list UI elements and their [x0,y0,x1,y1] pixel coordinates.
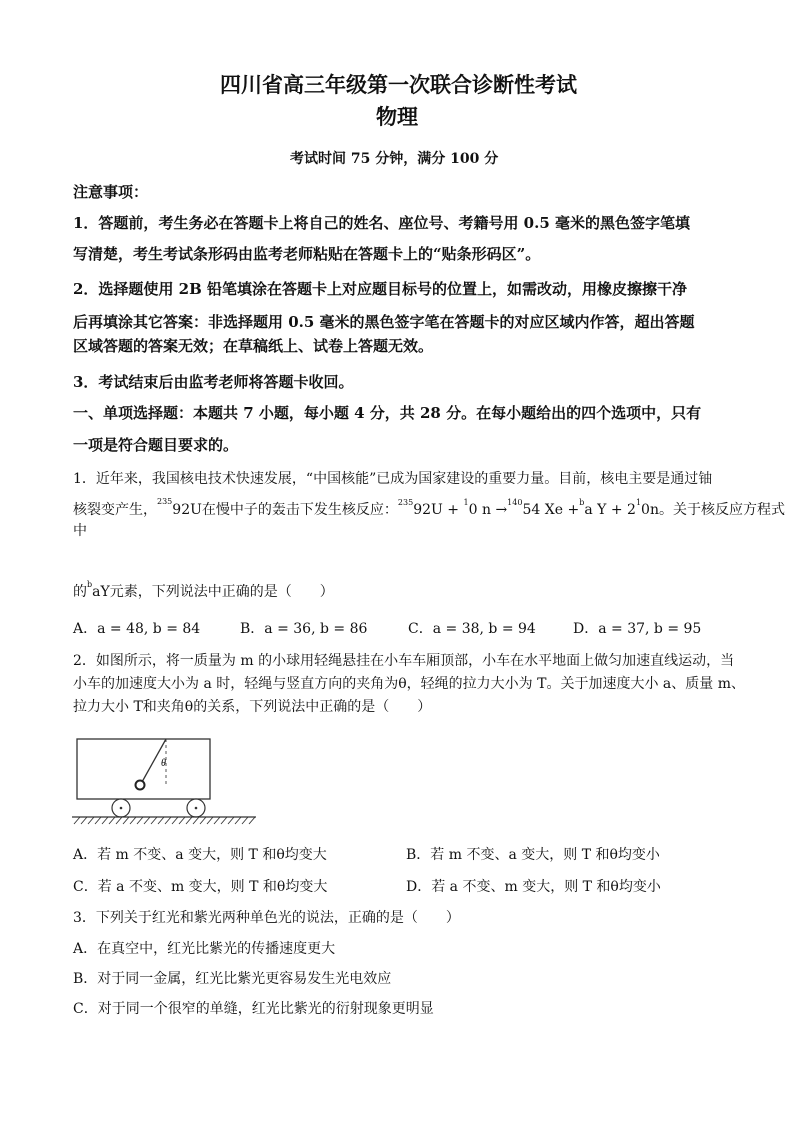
q2-option-a: A．若 m 不变、a 变大，则 T 和θ均变大 [73,847,327,863]
note-3: 3．考试结束后由监考老师将答题卡收回。 [73,373,354,391]
note-2-line-1: 2．选择题使用 2B 铅笔填涂在答题卡上对应题目标号的位置上，如需改动，用橡皮擦擦干净 [73,280,688,298]
q2-line-3: 拉力大小 T和夹角θ的关系，下列说法中正确的是（ ） [73,699,432,715]
q3-line-1: 3．下列关于红光和紫光两种单色光的说法，正确的是（ ） [73,910,460,926]
exam-info: 考试时间 75 分钟，满分 100 分 [290,151,499,167]
note-2-line-2: 后再填涂其它答案：非选择题用 0.5 毫米的黑色签字笔在答题卡的对应区域内作答，超出答题 [73,313,695,331]
q1-line-1: 1．近年来，我国核电技术快速发展，“中国核能”已成为国家建设的重要力量。目前，核电主要是通过铀 [73,471,713,487]
q2-option-c: C．若 a 不变、m 变大，则 T 和θ均变大 [73,879,328,895]
ball [136,781,145,790]
q1-line-2: 核裂变产生，$^{235}$92U在慢中子的轰击下发生核反应：$^{235}$92U + $^1$0 n →$^{140}$54 Xe +$^b$a $Y + 2^10n$。关于核反应方程式 [73,497,785,518]
q1-line-4: 的$^b$aY元素，下列说法中正确的是（ ） [73,580,334,600]
q1-option-b: B．a = 36, b = 86 [240,621,368,637]
q2-option-d: D．若 a 不变、m 变大，则 T 和θ均变小 [406,879,661,895]
nuclear-equation: $^{235}$92U + $^1$0 n →$^{140}$54 Xe +$^b$a $Y + 2^10n$ [397,498,659,518]
section-1-line-1: 一、单项选择题：本题共 7 小题，每小题 4 分，共 28 分。在每小题给出的四个选项中，只有 [73,404,702,422]
q2-option-b: B．若 m 不变、a 变大，则 T 和θ均变小 [406,847,660,863]
q3-option-a: A．在真空中，红光比紫光的传播速度更大 [73,941,336,957]
q3-option-b: B．对于同一金属，红光比紫光更容易发生光电效应 [73,971,392,987]
cart-pendulum-figure [70,732,260,828]
subject-title: 物理 [376,104,418,129]
q1-line-3: 中 [73,523,87,539]
theta-label: θ [161,758,166,769]
note-1-line-1: 1．答题前，考生务必在答题卡上将自己的姓名、座位号、考籍号用 0.5 毫米的黑色签字笔填 [73,214,690,232]
note-1-line-2: 写清楚，考生考试条形码由监考老师粘贴在答题卡上的“贴条形码区”。 [73,245,541,263]
note-2-line-3: 区域答题的答案无效；在草稿纸上、试卷上答题无效。 [73,337,434,355]
q1-option-d: D．a = 37, b = 95 [573,621,702,637]
ground-hatching [74,817,255,824]
q2-line-1: 2．如图所示，将一质量为 m 的小球用轻绳悬挂在小车车厢顶部，小车在水平地面上做匀加速直线运动，当 [73,653,735,669]
cart-body [77,739,210,799]
q1-option-a: A．a = 48, b = 84 [73,621,201,637]
exam-title: 四川省高三年级第一次联合诊断性考试 [220,72,577,97]
notes-heading: 注意事项： [73,183,149,201]
q3-option-c: C．对于同一个很窄的单缝，红光比紫光的衍射现象更明显 [73,1001,434,1017]
q2-line-2: 小车的加速度大小为 a 时，轻绳与竖直方向的夹角为θ，轻绳的拉力大小为 T。关于加速度大小 a、质量 m、 [73,676,745,692]
q1-option-c: C．a = 38, b = 94 [408,621,536,637]
section-1-line-2: 一项是符合题目要求的。 [73,436,239,454]
